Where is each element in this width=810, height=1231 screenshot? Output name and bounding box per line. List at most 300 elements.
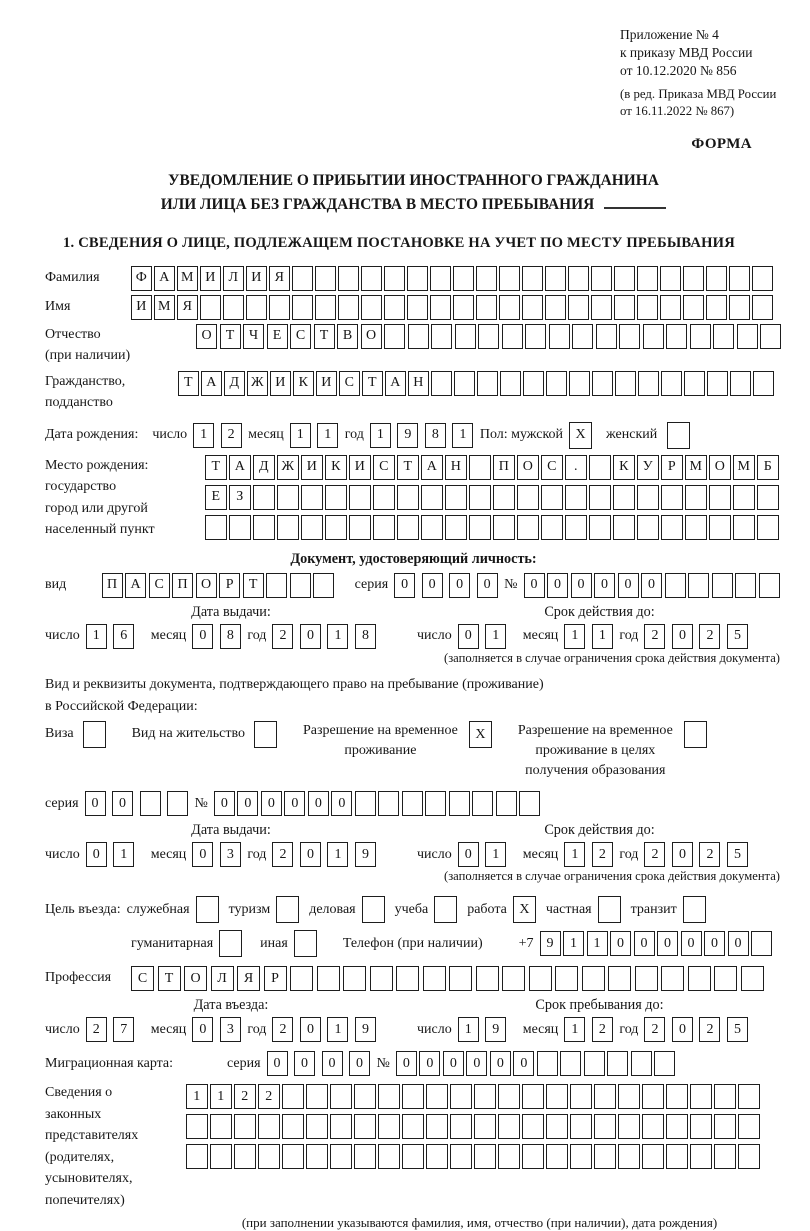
birth-place-cell[interactable] <box>589 485 611 510</box>
identity-number-cell[interactable] <box>665 573 686 598</box>
firstname-cell[interactable]: М <box>154 295 175 320</box>
representative-cell[interactable] <box>426 1114 448 1139</box>
citizenship-cell[interactable]: А <box>385 371 406 396</box>
birth-place-cell[interactable] <box>445 485 467 510</box>
phone-cell[interactable]: 0 <box>681 931 702 956</box>
citizenship-cell[interactable] <box>454 371 475 396</box>
issue2-ryear-cell[interactable]: 0 <box>672 842 693 867</box>
stay-number-cell[interactable] <box>402 791 423 816</box>
representative-cell[interactable] <box>330 1084 352 1109</box>
patronymic-cell[interactable] <box>643 324 664 349</box>
phone-cell[interactable]: 1 <box>587 931 608 956</box>
citizenship-cell[interactable] <box>500 371 521 396</box>
stay-series-cell[interactable] <box>167 791 188 816</box>
birth-year-cell[interactable]: 1 <box>370 423 391 448</box>
representative-cell[interactable] <box>354 1114 376 1139</box>
residence-checkbox[interactable] <box>254 721 277 748</box>
entry-month-cell[interactable]: 0 <box>192 1017 213 1042</box>
birth-place-cell[interactable]: Е <box>205 485 227 510</box>
issue1-day-cell[interactable]: 1 <box>86 624 107 649</box>
firstname-cell[interactable] <box>361 295 382 320</box>
identity-series-cell[interactable]: 0 <box>449 573 470 598</box>
migration-number-cell[interactable]: 0 <box>396 1051 417 1076</box>
birth-place-cell[interactable] <box>541 485 563 510</box>
representative-cell[interactable] <box>690 1114 712 1139</box>
birth-place-cell[interactable] <box>589 455 611 480</box>
entry-rmonth-cell[interactable]: 1 <box>564 1017 585 1042</box>
representative-cell[interactable] <box>402 1144 424 1169</box>
representative-cell[interactable] <box>258 1144 280 1169</box>
citizenship-cell[interactable] <box>615 371 636 396</box>
migration-number-cell[interactable]: 0 <box>419 1051 440 1076</box>
identity-series-cell[interactable]: 0 <box>422 573 443 598</box>
identity-number-cell[interactable] <box>712 573 733 598</box>
identity-kind-cell[interactable]: О <box>196 573 217 598</box>
profession-cell[interactable] <box>741 966 764 991</box>
representative-cell[interactable] <box>714 1084 736 1109</box>
profession-cell[interactable] <box>714 966 737 991</box>
birth-place-cell[interactable] <box>709 485 731 510</box>
stay-number-cell[interactable]: 0 <box>284 791 305 816</box>
birth-day-cell[interactable]: 2 <box>221 423 242 448</box>
issue1-year-cell[interactable]: 1 <box>327 624 348 649</box>
birth-place-cell[interactable] <box>229 515 251 540</box>
profession-cell[interactable]: Т <box>158 966 181 991</box>
representative-cell[interactable] <box>522 1144 544 1169</box>
identity-number-cell[interactable] <box>759 573 780 598</box>
temp-residence-checkbox[interactable]: X <box>469 721 492 748</box>
birth-place-cell[interactable] <box>493 485 515 510</box>
citizenship-cell[interactable]: Н <box>408 371 429 396</box>
birth-place-cell[interactable]: Д <box>253 455 275 480</box>
identity-kind-cell[interactable]: П <box>172 573 193 598</box>
birth-place-cell[interactable] <box>349 485 371 510</box>
representative-cell[interactable] <box>546 1114 568 1139</box>
birth-place-cell[interactable] <box>709 515 731 540</box>
profession-cell[interactable]: Л <box>211 966 234 991</box>
issue1-rmonth-cell[interactable]: 1 <box>564 624 585 649</box>
surname-cell[interactable] <box>591 266 612 291</box>
firstname-cell[interactable] <box>223 295 244 320</box>
entry-rmonth-cell[interactable]: 2 <box>592 1017 613 1042</box>
stay-number-cell[interactable] <box>425 791 446 816</box>
representative-cell[interactable] <box>546 1084 568 1109</box>
firstname-cell[interactable] <box>315 295 336 320</box>
profession-cell[interactable] <box>343 966 366 991</box>
identity-number-cell[interactable]: 0 <box>524 573 545 598</box>
entry-ryear-cell[interactable]: 5 <box>727 1017 748 1042</box>
representative-cell[interactable] <box>402 1084 424 1109</box>
surname-cell[interactable] <box>292 266 313 291</box>
surname-cell[interactable]: А <box>154 266 175 291</box>
representative-cell[interactable] <box>282 1144 304 1169</box>
profession-cell[interactable] <box>582 966 605 991</box>
male-checkbox[interactable]: X <box>569 422 592 449</box>
stay-number-cell[interactable]: 0 <box>237 791 258 816</box>
purpose-checkbox[interactable] <box>294 930 317 957</box>
representative-cell[interactable] <box>330 1144 352 1169</box>
birth-place-cell[interactable]: К <box>613 455 635 480</box>
representative-cell[interactable] <box>306 1144 328 1169</box>
issue2-rmonth-cell[interactable]: 1 <box>564 842 585 867</box>
surname-cell[interactable] <box>384 266 405 291</box>
birth-place-cell[interactable]: К <box>325 455 347 480</box>
firstname-cell[interactable] <box>269 295 290 320</box>
representative-cell[interactable] <box>210 1114 232 1139</box>
stay-number-cell[interactable] <box>355 791 376 816</box>
birth-place-cell[interactable] <box>589 515 611 540</box>
phone-cell[interactable]: 1 <box>563 931 584 956</box>
representative-cell[interactable] <box>642 1084 664 1109</box>
firstname-cell[interactable]: Я <box>177 295 198 320</box>
issue2-rmonth-cell[interactable]: 2 <box>592 842 613 867</box>
identity-number-cell[interactable]: 0 <box>571 573 592 598</box>
birth-place-cell[interactable] <box>565 485 587 510</box>
birth-place-cell[interactable] <box>637 485 659 510</box>
patronymic-cell[interactable] <box>525 324 546 349</box>
birth-place-cell[interactable]: У <box>637 455 659 480</box>
representative-cell[interactable] <box>426 1084 448 1109</box>
purpose-checkbox[interactable]: X <box>513 896 536 923</box>
issue2-year-cell[interactable]: 2 <box>272 842 293 867</box>
representative-cell[interactable] <box>426 1144 448 1169</box>
stay-number-cell[interactable]: 0 <box>331 791 352 816</box>
birth-place-cell[interactable] <box>277 515 299 540</box>
patronymic-cell[interactable] <box>408 324 429 349</box>
patronymic-cell[interactable]: В <box>337 324 358 349</box>
firstname-cell[interactable] <box>453 295 474 320</box>
migration-number-cell[interactable]: 0 <box>466 1051 487 1076</box>
purpose-checkbox[interactable] <box>276 896 299 923</box>
birth-place-cell[interactable] <box>493 515 515 540</box>
birth-place-cell[interactable]: Т <box>205 455 227 480</box>
phone-cell[interactable]: 0 <box>728 931 749 956</box>
patronymic-cell[interactable] <box>455 324 476 349</box>
identity-number-cell[interactable] <box>688 573 709 598</box>
patronymic-cell[interactable] <box>713 324 734 349</box>
birth-place-cell[interactable] <box>637 515 659 540</box>
firstname-cell[interactable] <box>545 295 566 320</box>
birth-place-cell[interactable]: О <box>517 455 539 480</box>
surname-cell[interactable]: Ф <box>131 266 152 291</box>
birth-place-cell[interactable] <box>685 485 707 510</box>
surname-cell[interactable] <box>315 266 336 291</box>
issue2-year-cell[interactable]: 0 <box>300 842 321 867</box>
issue2-month-cell[interactable]: 3 <box>220 842 241 867</box>
representative-cell[interactable] <box>618 1144 640 1169</box>
entry-year-cell[interactable]: 2 <box>272 1017 293 1042</box>
entry-year-cell[interactable]: 0 <box>300 1017 321 1042</box>
representative-cell[interactable] <box>618 1114 640 1139</box>
birth-place-cell[interactable] <box>301 485 323 510</box>
patronymic-cell[interactable] <box>549 324 570 349</box>
surname-cell[interactable]: Л <box>223 266 244 291</box>
identity-kind-cell[interactable]: С <box>149 573 170 598</box>
patronymic-cell[interactable] <box>384 324 405 349</box>
representative-cell[interactable] <box>234 1114 256 1139</box>
firstname-cell[interactable] <box>729 295 750 320</box>
issue1-year-cell[interactable]: 2 <box>272 624 293 649</box>
firstname-cell[interactable] <box>591 295 612 320</box>
citizenship-cell[interactable] <box>730 371 751 396</box>
stay-number-cell[interactable] <box>496 791 517 816</box>
firstname-cell[interactable] <box>637 295 658 320</box>
representative-cell[interactable] <box>498 1084 520 1109</box>
representative-cell[interactable] <box>210 1144 232 1169</box>
patronymic-cell[interactable]: С <box>290 324 311 349</box>
birth-year-cell[interactable]: 9 <box>397 423 418 448</box>
representative-cell[interactable] <box>282 1114 304 1139</box>
birth-place-cell[interactable] <box>541 515 563 540</box>
birth-place-cell[interactable] <box>733 485 755 510</box>
issue1-ryear-cell[interactable]: 2 <box>699 624 720 649</box>
issue1-ryear-cell[interactable]: 5 <box>727 624 748 649</box>
identity-kind-cell[interactable]: Р <box>219 573 240 598</box>
birth-place-cell[interactable] <box>253 515 275 540</box>
identity-number-cell[interactable]: 0 <box>547 573 568 598</box>
birth-place-cell[interactable] <box>613 515 635 540</box>
representative-cell[interactable] <box>474 1114 496 1139</box>
purpose-checkbox[interactable] <box>598 896 621 923</box>
birth-month-cell[interactable]: 1 <box>290 423 311 448</box>
identity-series-cell[interactable]: 0 <box>477 573 498 598</box>
patronymic-cell[interactable] <box>666 324 687 349</box>
surname-cell[interactable] <box>338 266 359 291</box>
representative-cell[interactable] <box>690 1144 712 1169</box>
citizenship-cell[interactable]: С <box>339 371 360 396</box>
representative-cell[interactable] <box>690 1084 712 1109</box>
surname-cell[interactable] <box>752 266 773 291</box>
identity-number-cell[interactable] <box>735 573 756 598</box>
surname-cell[interactable] <box>706 266 727 291</box>
birth-month-cell[interactable]: 1 <box>317 423 338 448</box>
profession-cell[interactable] <box>608 966 631 991</box>
profession-cell[interactable] <box>688 966 711 991</box>
entry-rday-cell[interactable]: 1 <box>458 1017 479 1042</box>
representative-cell[interactable] <box>570 1114 592 1139</box>
surname-cell[interactable] <box>522 266 543 291</box>
representative-cell[interactable] <box>594 1084 616 1109</box>
entry-rday-cell[interactable]: 9 <box>485 1017 506 1042</box>
issue2-ryear-cell[interactable]: 2 <box>644 842 665 867</box>
stay-number-cell[interactable] <box>472 791 493 816</box>
issue1-rday-cell[interactable]: 1 <box>485 624 506 649</box>
surname-cell[interactable] <box>568 266 589 291</box>
citizenship-cell[interactable] <box>684 371 705 396</box>
birth-place-cell[interactable] <box>757 485 779 510</box>
birth-place-cell[interactable] <box>397 485 419 510</box>
firstname-cell[interactable] <box>384 295 405 320</box>
entry-month-cell[interactable]: 3 <box>220 1017 241 1042</box>
birth-place-cell[interactable] <box>565 515 587 540</box>
surname-cell[interactable]: Я <box>269 266 290 291</box>
firstname-cell[interactable] <box>499 295 520 320</box>
profession-cell[interactable]: О <box>184 966 207 991</box>
birth-place-cell[interactable]: С <box>373 455 395 480</box>
representative-cell[interactable] <box>546 1144 568 1169</box>
representative-cell[interactable] <box>258 1114 280 1139</box>
profession-cell[interactable]: С <box>131 966 154 991</box>
phone-cell[interactable]: 0 <box>610 931 631 956</box>
representative-cell[interactable] <box>522 1114 544 1139</box>
patronymic-cell[interactable]: О <box>196 324 217 349</box>
representative-cell[interactable] <box>522 1084 544 1109</box>
patronymic-cell[interactable]: Т <box>314 324 335 349</box>
representative-cell[interactable]: 1 <box>210 1084 232 1109</box>
purpose-checkbox[interactable] <box>362 896 385 923</box>
birth-place-cell[interactable]: Б <box>757 455 779 480</box>
firstname-cell[interactable] <box>660 295 681 320</box>
birth-place-cell[interactable] <box>469 485 491 510</box>
issue1-month-cell[interactable]: 8 <box>220 624 241 649</box>
citizenship-cell[interactable] <box>523 371 544 396</box>
representative-cell[interactable] <box>450 1084 472 1109</box>
surname-cell[interactable] <box>683 266 704 291</box>
identity-kind-cell[interactable]: А <box>125 573 146 598</box>
surname-cell[interactable] <box>430 266 451 291</box>
firstname-cell[interactable] <box>683 295 704 320</box>
citizenship-cell[interactable] <box>753 371 774 396</box>
representative-cell[interactable] <box>378 1114 400 1139</box>
representative-cell[interactable] <box>570 1144 592 1169</box>
birth-place-cell[interactable]: М <box>733 455 755 480</box>
issue1-month-cell[interactable]: 0 <box>192 624 213 649</box>
representative-cell[interactable] <box>666 1114 688 1139</box>
profession-cell[interactable] <box>476 966 499 991</box>
birth-place-cell[interactable] <box>661 515 683 540</box>
issue2-year-cell[interactable]: 1 <box>327 842 348 867</box>
firstname-cell[interactable] <box>246 295 267 320</box>
migration-number-cell[interactable] <box>560 1051 581 1076</box>
birth-place-cell[interactable]: И <box>301 455 323 480</box>
firstname-cell[interactable] <box>614 295 635 320</box>
birth-year-cell[interactable]: 1 <box>452 423 473 448</box>
birth-year-cell[interactable]: 8 <box>425 423 446 448</box>
birth-place-cell[interactable] <box>661 485 683 510</box>
birth-place-cell[interactable]: И <box>349 455 371 480</box>
birth-place-cell[interactable]: Р <box>661 455 683 480</box>
citizenship-cell[interactable]: Д <box>224 371 245 396</box>
surname-cell[interactable] <box>614 266 635 291</box>
birth-place-cell[interactable] <box>325 515 347 540</box>
entry-ryear-cell[interactable]: 2 <box>699 1017 720 1042</box>
issue2-ryear-cell[interactable]: 5 <box>727 842 748 867</box>
representative-cell[interactable] <box>330 1114 352 1139</box>
firstname-cell[interactable] <box>476 295 497 320</box>
patronymic-cell[interactable] <box>502 324 523 349</box>
profession-cell[interactable] <box>449 966 472 991</box>
identity-series-cell[interactable]: 0 <box>394 573 415 598</box>
birth-place-cell[interactable] <box>325 485 347 510</box>
representative-cell[interactable]: 2 <box>234 1084 256 1109</box>
representative-cell[interactable] <box>738 1144 760 1169</box>
migration-number-cell[interactable] <box>631 1051 652 1076</box>
entry-day-cell[interactable]: 2 <box>86 1017 107 1042</box>
migration-series-cell[interactable]: 0 <box>349 1051 370 1076</box>
birth-place-cell[interactable]: А <box>229 455 251 480</box>
birth-place-cell[interactable] <box>373 515 395 540</box>
citizenship-cell[interactable]: И <box>316 371 337 396</box>
birth-place-cell[interactable] <box>421 485 443 510</box>
surname-cell[interactable]: И <box>246 266 267 291</box>
representative-cell[interactable] <box>642 1114 664 1139</box>
birth-place-cell[interactable]: З <box>229 485 251 510</box>
purpose-checkbox[interactable] <box>219 930 242 957</box>
citizenship-cell[interactable] <box>546 371 567 396</box>
patronymic-cell[interactable]: Е <box>267 324 288 349</box>
representative-cell[interactable] <box>450 1144 472 1169</box>
representative-cell[interactable] <box>306 1114 328 1139</box>
surname-cell[interactable] <box>545 266 566 291</box>
issue1-year-cell[interactable]: 0 <box>300 624 321 649</box>
representative-cell[interactable] <box>282 1084 304 1109</box>
surname-cell[interactable] <box>361 266 382 291</box>
migration-number-cell[interactable] <box>607 1051 628 1076</box>
issue1-ryear-cell[interactable]: 2 <box>644 624 665 649</box>
birth-place-cell[interactable]: П <box>493 455 515 480</box>
visa-checkbox[interactable] <box>83 721 106 748</box>
entry-year-cell[interactable]: 1 <box>327 1017 348 1042</box>
citizenship-cell[interactable] <box>477 371 498 396</box>
citizenship-cell[interactable]: Т <box>362 371 383 396</box>
birth-place-cell[interactable]: Ж <box>277 455 299 480</box>
surname-cell[interactable] <box>729 266 750 291</box>
firstname-cell[interactable] <box>522 295 543 320</box>
female-checkbox[interactable] <box>667 422 690 449</box>
citizenship-cell[interactable] <box>661 371 682 396</box>
identity-number-cell[interactable]: 0 <box>641 573 662 598</box>
representative-cell[interactable]: 1 <box>186 1084 208 1109</box>
representative-cell[interactable] <box>354 1084 376 1109</box>
patronymic-cell[interactable] <box>619 324 640 349</box>
stay-number-cell[interactable]: 0 <box>308 791 329 816</box>
stay-number-cell[interactable] <box>449 791 470 816</box>
issue2-ryear-cell[interactable]: 2 <box>699 842 720 867</box>
issue1-day-cell[interactable]: 6 <box>113 624 134 649</box>
birth-place-cell[interactable]: Н <box>445 455 467 480</box>
birth-place-cell[interactable] <box>733 515 755 540</box>
issue2-year-cell[interactable]: 9 <box>355 842 376 867</box>
patronymic-cell[interactable] <box>478 324 499 349</box>
patronymic-cell[interactable] <box>596 324 617 349</box>
phone-cell[interactable]: 0 <box>657 931 678 956</box>
identity-kind-cell[interactable] <box>290 573 311 598</box>
profession-cell[interactable] <box>502 966 525 991</box>
stay-number-cell[interactable]: 0 <box>214 791 235 816</box>
citizenship-cell[interactable] <box>592 371 613 396</box>
birth-place-cell[interactable]: М <box>685 455 707 480</box>
representative-cell[interactable] <box>186 1144 208 1169</box>
representative-cell[interactable]: 2 <box>258 1084 280 1109</box>
profession-cell[interactable] <box>370 966 393 991</box>
patronymic-cell[interactable] <box>572 324 593 349</box>
representative-cell[interactable] <box>354 1144 376 1169</box>
migration-number-cell[interactable] <box>584 1051 605 1076</box>
purpose-checkbox[interactable] <box>434 896 457 923</box>
profession-cell[interactable] <box>661 966 684 991</box>
stay-series-cell[interactable] <box>140 791 161 816</box>
profession-cell[interactable] <box>290 966 313 991</box>
representative-cell[interactable] <box>666 1084 688 1109</box>
representative-cell[interactable] <box>498 1114 520 1139</box>
phone-cell[interactable]: 9 <box>540 931 561 956</box>
firstname-cell[interactable] <box>706 295 727 320</box>
birth-place-cell[interactable] <box>445 515 467 540</box>
citizenship-cell[interactable] <box>707 371 728 396</box>
birth-day-cell[interactable]: 1 <box>193 423 214 448</box>
profession-cell[interactable] <box>529 966 552 991</box>
identity-kind-cell[interactable] <box>313 573 334 598</box>
